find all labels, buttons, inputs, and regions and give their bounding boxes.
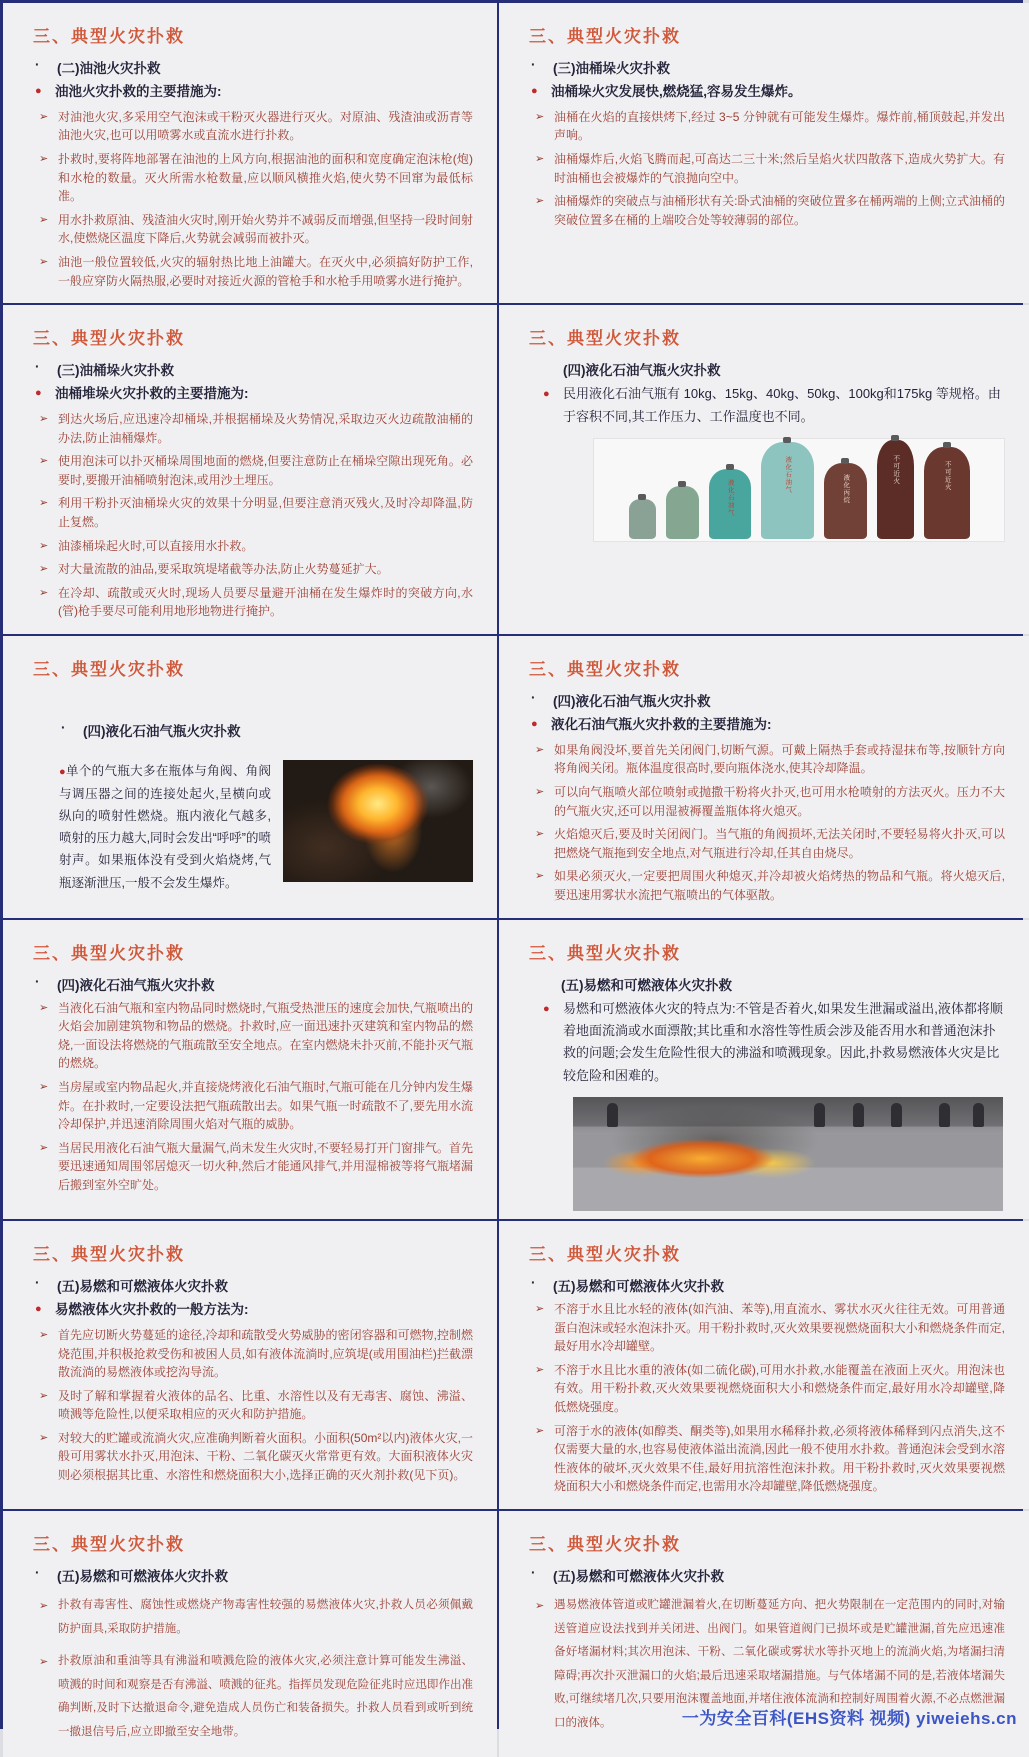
bullet-item-text: 油池一般位置较低,火灾的辐射热比地上油罐大。在灭火中,必须搞好防护工作,一般应穿防火隔热服,必要时对接近火源的管枪手和水枪手用喷雾水进行掩护。 xyxy=(58,255,473,288)
person-silhouette xyxy=(891,1103,902,1127)
arrow-bullet-icon: ➢ xyxy=(39,413,49,426)
bullet-item-text: 油桶在火焰的直接烘烤下,经过 3~5 分钟就有可能发生爆炸。爆炸前,桶顶鼓起,并发出声响。 xyxy=(554,109,1005,143)
bullet-item xyxy=(39,150,473,206)
slide-title: 三、典型火灾扑救 xyxy=(529,329,681,349)
slide-4[interactable] xyxy=(499,305,1029,634)
slide-body xyxy=(529,359,1005,542)
lead-statement xyxy=(543,998,1005,1087)
arrow-bullet-icon: ➢ xyxy=(39,1080,49,1093)
bullet-dot-icon: · xyxy=(531,690,536,705)
section-heading xyxy=(531,1275,1005,1295)
bullet-item-text: 对大量流散的油品,要采取筑堤堵截等办法,防止火势蔓延扩大。 xyxy=(58,562,389,577)
arrow-bullet-icon: ➢ xyxy=(535,1363,545,1376)
bullet-item-text: 油桶爆炸后,火焰飞腾而起,可高达二三十米;然后呈焰火状四散落下,造成火势扩大。有时油桶也会被爆炸的气浪抛向空中。 xyxy=(554,152,1005,185)
section-heading-text: (三)油桶垛火灾扑救 xyxy=(57,363,174,379)
bullet-item xyxy=(535,825,1005,862)
cylinder-valve-icon xyxy=(638,494,646,500)
bullet-item-text: 到达火场后,应迅速冷却桶垛,并根据桶垛及火势情况,采取边灭火边疏散油桶的办法,防止油桶爆炸。 xyxy=(58,412,473,445)
bullet-dot-icon: · xyxy=(531,1564,536,1580)
arrow-bullet-icon: ➢ xyxy=(39,213,49,226)
section-heading xyxy=(531,1565,1005,1585)
bullet-item-text: 油桶爆炸的突破点与油桶形状有关:卧式油桶的突破位置多在桶两端的上侧;立式油桶的突破位置多在桶的上端咬合处等较薄弱的部位。 xyxy=(554,194,1005,227)
person-silhouette xyxy=(607,1103,618,1127)
bullet-item xyxy=(535,1422,1005,1496)
lead-statement-text: 液化石油气瓶火灾扑救的主要措施为: xyxy=(551,717,772,732)
section-heading xyxy=(561,974,1005,994)
cylinder-valve-icon xyxy=(678,481,686,487)
slide-12[interactable] xyxy=(499,1511,1029,1757)
section-heading-text: (四)液化石油气瓶火灾扑救 xyxy=(83,724,241,739)
slide-body xyxy=(529,690,1005,905)
arrow-bullet-icon: ➢ xyxy=(535,786,545,799)
bullet-item-text: 如果必须灭火,一定要把周围火种熄灭,并冷却被火焰烤热的物品和气瓶。将火熄灭后,要迅速用雾状水流把气瓶喷出的气体驱散。 xyxy=(554,869,1005,903)
red-bullet-icon: ● xyxy=(35,387,42,400)
section-heading xyxy=(35,57,473,77)
bullet-item xyxy=(535,867,1005,904)
slide-title: 三、典型火灾扑救 xyxy=(33,660,185,679)
text-and-photo-row xyxy=(59,760,473,894)
arrow-bullet-icon: ➢ xyxy=(39,455,49,468)
arrow-bullet-icon: ➢ xyxy=(535,828,545,841)
section-heading-text: (三)油桶垛火灾扑救 xyxy=(553,61,670,76)
bullet-item xyxy=(39,1429,473,1485)
bullet-item-text: 如果角阀没坏,要首先关闭阀门,切断气源。可戴上隔热手套或持湿抹布等,按顺针方向将角阀关闭。瓶体温度很高时,要向瓶体浇水,使其冷却降温。 xyxy=(554,742,1005,776)
cylinder-valve-icon xyxy=(783,437,791,443)
section-heading-text: (二)油池火灾扑救 xyxy=(57,61,161,76)
bullet-item-text: 不溶于水且比水重的液体(如二硫化碳),可用水扑救,水能覆盖在液面上灭火。用泡沫也有效。用干粉扑救,灭火效果要视燃烧面积大小和燃烧条件而定,最好用水冷却罐壁,降低燃烧强度。 xyxy=(554,1362,1005,1415)
section-heading-text: (五)易燃和可燃液体火灾扑救 xyxy=(561,977,732,993)
bullet-item-text: 当房屋或室内物品起火,并直接烧烤液化石油气瓶时,气瓶可能在几分钟内发生爆炸。在扑救时,一定要设法把气瓶疏散出去。如果气瓶一时疏散不了,要先用水流冷却保护,并迅速消除周围火焰对气瓶的威胁。 xyxy=(58,1079,473,1132)
red-bullet-icon: ● xyxy=(59,766,66,778)
cylinder-label: 不可近火 xyxy=(943,460,951,491)
slide-body xyxy=(33,1275,473,1485)
slide-2[interactable] xyxy=(499,3,1029,303)
slide-body xyxy=(33,974,473,1195)
arrow-bullet-icon: ➢ xyxy=(39,1001,49,1014)
bullet-item xyxy=(39,452,473,489)
slide-body xyxy=(33,57,473,290)
arrow-bullet-icon: ➢ xyxy=(39,539,49,552)
bullet-item-text: 首先应切断火势蔓延的途径,冷却和疏散受火势威胁的密闭容器和可燃物,控制燃烧范围,并积极抢救受伤和被困人员,如有液体流淌时,应筑堤(或用围油栏)拦截漂散流淌的易燃液体或挖沟导流。 xyxy=(58,1327,473,1380)
bullet-item xyxy=(535,1300,1005,1356)
bullet-item-text: 对油池火灾,多采用空气泡沫或干粉灭火器进行灭火。对原油、残渣油或沥青等油池火灾,也可以用喷雾水或直流水进行扑救。 xyxy=(58,109,473,143)
bullet-item xyxy=(535,783,1005,820)
section-heading xyxy=(531,690,1005,710)
slide-title: 三、典型火灾扑救 xyxy=(529,1534,681,1554)
lead-statement-text: 民用液化石油气瓶有 10kg、15kg、40kg、50kg、100kg和175kg 等规格。由于容积不同,其工作压力、工作温度也不同。 xyxy=(563,386,1001,424)
gas-cylinder xyxy=(709,469,751,539)
slide-9[interactable] xyxy=(3,1221,497,1509)
person-silhouette xyxy=(939,1103,950,1127)
slide-title: 三、典型火灾扑救 xyxy=(529,660,681,679)
slide-5[interactable] xyxy=(3,636,497,918)
cylinder-label: 液化丙烷 xyxy=(842,474,850,505)
bullet-item xyxy=(39,108,473,145)
slide-8[interactable] xyxy=(499,920,1029,1219)
section-heading-text: (四)液化石油气瓶火灾扑救 xyxy=(563,363,721,379)
cylinder-valve-icon xyxy=(943,442,951,448)
slide-body xyxy=(529,974,1005,1211)
section-heading xyxy=(35,974,473,994)
section-heading xyxy=(61,720,473,740)
cylinder-label: 液化石油气 xyxy=(726,479,734,517)
arrow-bullet-icon: ➢ xyxy=(39,153,49,166)
bullet-item xyxy=(535,192,1005,229)
bullet-item-text: 用水扑救原油、残渣油火灾时,刚开始火势并不减弱反而增强,但坚持一段时间射水,使燃烧区温度下降后,火势就会减弱而被扑灭。 xyxy=(58,212,473,246)
arrow-bullet-icon: ➢ xyxy=(39,497,49,510)
person-silhouette xyxy=(853,1103,864,1127)
section-heading xyxy=(35,1275,473,1295)
bullet-item xyxy=(39,1650,473,1744)
arrow-bullet-icon: ➢ xyxy=(535,195,545,208)
red-bullet-icon: ● xyxy=(543,1002,550,1015)
arrow-bullet-icon: ➢ xyxy=(39,1431,49,1444)
arrow-bullet-icon: ➢ xyxy=(39,1656,49,1669)
section-heading xyxy=(531,57,1005,77)
lead-statement xyxy=(35,383,473,405)
section-heading xyxy=(35,1565,473,1585)
gas-cylinder xyxy=(629,499,656,539)
slide-body xyxy=(33,1565,473,1744)
red-bullet-icon: ● xyxy=(35,85,42,97)
bullet-item-text: 扑救原油和重油等具有沸溢和喷溅危险的液体火灾,必须注意计算可能发生沸溢、喷溅的时间和观察是否有沸溢、喷溅的征兆。指挥员发现危险征兆时应迅即作出准确判断,及时下达撤退命令,避免造成人员伤亡和装备损失。扑救人员看到或听到统一撤退信号后,应立即撤至安全地带。 xyxy=(58,1655,473,1738)
bullet-dot-icon: · xyxy=(35,1275,40,1291)
red-bullet-icon: ● xyxy=(35,1303,42,1316)
lpg-cylinders-photo xyxy=(593,438,1005,542)
bullet-item-text: 当液化石油气瓶和室内物品同时燃烧时,气瓶受热泄压的速度会加快,气瓶喷出的火焰会加剧建筑物和物品的燃烧。扑救时,应一面迅速扑灭建筑和室内物品的燃烧,一面设法将燃烧的气瓶疏散至安全地点。在室内燃烧未扑灭前,不能扑灭气瓶的燃烧。 xyxy=(58,1000,473,1071)
gas-cylinder xyxy=(824,463,867,539)
bullet-dot-icon: · xyxy=(61,720,66,735)
slide-11[interactable] xyxy=(3,1511,497,1757)
bullet-item xyxy=(39,999,473,1073)
lead-statement xyxy=(35,81,473,103)
slide-title: 三、典型火灾扑救 xyxy=(33,1534,185,1554)
slide-title: 三、典型火灾扑救 xyxy=(33,329,185,349)
lead-statement-text: 油桶垛火灾发展快,燃烧猛,容易发生爆炸。 xyxy=(551,84,802,99)
cylinder-valve-icon xyxy=(841,458,849,464)
slide-3[interactable] xyxy=(3,305,497,634)
bullet-dot-icon: · xyxy=(35,1564,40,1580)
bullet-item xyxy=(39,1139,473,1195)
lead-statement-text: 易燃液体火灾扑救的一般方法为: xyxy=(55,1302,249,1318)
lead-statement-text: 油池火灾扑救的主要措施为: xyxy=(55,84,222,99)
section-heading-text: (四)液化石油气瓶火灾扑救 xyxy=(57,977,215,993)
bullet-item xyxy=(39,410,473,447)
gas-cylinder xyxy=(761,442,814,539)
slide-title: 三、典型火灾扑救 xyxy=(33,27,185,46)
arrow-bullet-icon: ➢ xyxy=(39,110,49,123)
bullet-item xyxy=(39,560,473,579)
cylinder-label: 液化石油气 xyxy=(784,456,792,494)
bullet-item xyxy=(535,741,1005,778)
bullet-dot-icon: · xyxy=(35,57,40,72)
slide-6[interactable] xyxy=(499,636,1029,918)
bullet-item-text: 当居民用液化石油气瓶大量漏气,尚未发生火灾时,不要轻易打开门窗排气。首先要迅速通知周围邻居熄灭一切火种,然后才能通风排气,并用湿棉被等将气瓶堵漏后搬到室外空旷处。 xyxy=(58,1140,473,1192)
person-silhouette xyxy=(814,1103,825,1127)
red-bullet-icon: ● xyxy=(543,388,550,401)
lead-statement xyxy=(543,383,1005,428)
bullet-item-text: 可以向气瓶喷火部位喷射或抛撒干粉将火扑灭,也可用水枪喷射的方法灭火。压力不大的气瓶火灾,还可以用湿被褥覆盖瓶体将火熄灭。 xyxy=(554,785,1005,818)
slide-body xyxy=(33,359,473,621)
section-heading-text: (五)易燃和可燃液体火灾扑救 xyxy=(57,1279,228,1295)
arrow-bullet-icon: ➢ xyxy=(39,1599,49,1612)
arrow-bullet-icon: ➢ xyxy=(535,743,545,756)
bullet-item-text: 对较大的贮罐或流淌火灾,应准确判断着火面积。小面积(50m²以内)液体火灾,一般可用雾状水扑灭,用泡沫、干粉、二氧化碳灭火常常更有效。大面积液体火灾则必须根据其比重、水溶性和燃烧面积大小,选择正确的灭火剂扑救(见下页)。 xyxy=(58,1430,473,1483)
section-heading-text: (四)液化石油气瓶火灾扑救 xyxy=(553,694,711,709)
lead-statement-text: 易燃和可燃液体火灾的特点为:不管是否着火,如果发生泄漏或溢出,液体都将顺着地面流淌或水面漂散;其比重和水溶性等性质会涉及能否用水和普通泡沫扑救的问题;会发生危险性很大的沸溢和喷溅现象。因此,扑救易燃液体火灾是比较危险和困难的。 xyxy=(563,1000,1003,1083)
bullet-item-text: 遇易燃液体管道或贮罐泄漏着火,在切断蔓延方向、把火势限制在一定范围内的同时,对输送管道应设法找到并关闭进、出阀门。如果管道阀门已损坏或是贮罐泄漏,首先应迅速准备好堵漏材料;其次用泡沫、干粉、二氧化碳或雾状水等扑灭地上的流淌火焰,为堵漏扫清障碍;再次扑灭泄漏口的火焰;最后迅速采取堵漏措施。与气体堵漏不同的是,若液体堵漏失败,可继续堵几次,只要用泡沫覆盖地面,并堵住液体流淌和控制好周围着火源,不必点燃泄漏口的液体。 xyxy=(554,1598,1005,1729)
bullet-item-text: 在冷却、疏散或灭火时,现场人员要尽量避开油桶在发生爆炸时的突破方向,水(管)枪手要尽可能利用地形地物进行掩护。 xyxy=(58,585,473,619)
arrow-bullet-icon: ➢ xyxy=(39,1389,49,1402)
red-bullet-icon: ● xyxy=(531,85,538,97)
section-heading-text: (五)易燃和可燃液体火灾扑救 xyxy=(553,1279,724,1295)
lead-statement-text: 油桶堆垛火灾扑救的主要措施为: xyxy=(55,386,249,402)
arrow-bullet-icon: ➢ xyxy=(39,586,49,599)
slide-title: 三、典型火灾扑救 xyxy=(529,27,681,46)
cylinder-label: 不可近火 xyxy=(892,454,900,485)
slide-title: 三、典型火灾扑救 xyxy=(33,1245,185,1265)
bullet-item xyxy=(39,1387,473,1424)
bullet-dot-icon: · xyxy=(35,973,40,989)
bullet-dot-icon: · xyxy=(531,57,536,72)
gas-cylinder xyxy=(924,447,970,539)
bullet-item xyxy=(39,1078,473,1134)
arrow-bullet-icon: ➢ xyxy=(535,153,545,166)
section-heading xyxy=(35,359,473,379)
gas-cylinder xyxy=(666,486,699,539)
slide-title: 三、典型火灾扑救 xyxy=(529,1245,681,1265)
slide-title: 三、典型火灾扑救 xyxy=(529,943,681,963)
person-silhouette xyxy=(973,1103,984,1127)
lead-statement xyxy=(35,1299,473,1321)
bullet-item-text: 火焰熄灭后,要及时关闭阀门。当气瓶的角阀损坏,无法关闭时,不要轻易将火扑灭,可以把燃烧气瓶拖到安全地点,对气瓶进行冷却,任其自由烧尽。 xyxy=(554,827,1005,860)
arrow-bullet-icon: ➢ xyxy=(535,1424,545,1437)
arrow-bullet-icon: ➢ xyxy=(39,256,49,269)
slide-body xyxy=(529,57,1005,229)
section-heading xyxy=(563,359,1005,379)
cylinder-flame-photo xyxy=(283,760,473,882)
arrow-bullet-icon: ➢ xyxy=(535,1599,545,1612)
bullet-item xyxy=(535,108,1005,145)
arrow-bullet-icon: ➢ xyxy=(535,870,545,883)
slide-1[interactable] xyxy=(3,3,497,303)
bullet-item-text: 及时了解和掌握着火液体的品名、比重、水溶性以及有无毒害、腐蚀、沸溢、喷溅等危险性,以便采取相应的灭火和防护措施。 xyxy=(58,1388,473,1422)
bullet-item-text: 扑救有毒害性、腐蚀性或燃烧产物毒害性较强的易燃液体火灾,扑救人员必须佩戴防护面具,采取防护措施。 xyxy=(58,1598,473,1635)
bullet-item-text: 利用干粉扑灭油桶垛火灾的效果十分明显,但要注意消灭残火,及时冷却降温,防止复燃。 xyxy=(58,496,473,530)
bullet-item xyxy=(39,1594,473,1641)
section-heading-text: (五)易燃和可燃液体火灾扑救 xyxy=(553,1568,724,1584)
bullet-item-text: 使用泡沫可以扑灭桶垛周围地面的燃烧,但要注意防止在桶垛空隙出现死角。必要时,要搬开油桶喷射泡沫,或用沙土埋压。 xyxy=(58,454,473,487)
bullet-item-text: 油漆桶垛起火时,可以直接用水扑救。 xyxy=(58,538,254,553)
body-paragraph xyxy=(59,760,271,894)
cylinder-valve-icon xyxy=(726,464,734,470)
red-bullet-icon: ● xyxy=(531,718,538,730)
bullet-item xyxy=(39,537,473,556)
bullet-dot-icon: · xyxy=(531,1275,536,1291)
gas-cylinder xyxy=(877,440,914,539)
arrow-bullet-icon: ➢ xyxy=(39,1328,49,1341)
bullet-item xyxy=(535,1361,1005,1417)
slide-7[interactable] xyxy=(3,920,497,1219)
bullet-item xyxy=(39,1326,473,1382)
bullet-item-text: 可溶于水的液体(如醇类、酮类等),如果用水稀释扑救,必须将液体稀释到闪点消失,这不仅需要大量的水,也容易使液体溢出流淌,因此一般不使用水扑救。普通泡沫会受到水溶性液体的破坏,灭火效果不佳,最好用抗溶性泡沫扑救。用干粉扑救时,灭火效果要视燃烧面积大小和燃烧条件而定,也需用水冷却罐壁,降低燃烧强度。 xyxy=(554,1423,1005,1494)
bullet-item xyxy=(39,494,473,531)
body-paragraph-text: 单个的气瓶大多在瓶体与角阀、角阀与调压器之间的连接处起火,呈横向或纵向的喷射性燃烧。瓶内液化气越多,喷射的压力越大,同时会发出“呼呼”的喷射声。如果瓶体没有受到火焰烧烤,气瓶逐渐泄压,一般不会发生爆炸。 xyxy=(59,764,271,890)
slide-10[interactable] xyxy=(499,1221,1029,1509)
slide-title: 三、典型火灾扑救 xyxy=(33,943,185,963)
slide-body xyxy=(529,1275,1005,1496)
bullet-item xyxy=(535,150,1005,187)
arrow-bullet-icon: ➢ xyxy=(535,110,545,123)
bullet-dot-icon: · xyxy=(35,359,40,375)
section-heading-text: (五)易燃和可燃液体火灾扑救 xyxy=(57,1568,228,1584)
bullet-item-text: 扑救时,要将阵地部署在油池的上风方向,根据油池的面积和宽度确定泡沫枪(炮)和水枪的数量。灭火所需水枪数量,应以顺风横推火焰,使火势不回窜为最低标准。 xyxy=(58,152,473,204)
arrow-bullet-icon: ➢ xyxy=(39,1141,49,1154)
ground-fire-photo xyxy=(573,1097,1003,1211)
bullet-item-text: 不溶于水且比水轻的液体(如汽油、苯等),用直流水、雾状水灭火往往无效。可用普通蛋白泡沫或轻水泡沫扑灭。用干粉扑救时,灭火效果要视燃烧面积大小和燃烧条件而定,最好用水冷却罐壁。 xyxy=(554,1302,1005,1354)
bullet-item xyxy=(39,253,473,290)
lead-statement xyxy=(531,714,1005,736)
arrow-bullet-icon: ➢ xyxy=(535,1303,545,1316)
cylinder-valve-icon xyxy=(891,435,899,441)
bullet-item xyxy=(39,584,473,621)
arrow-bullet-icon: ➢ xyxy=(39,563,49,576)
lead-statement xyxy=(531,81,1005,103)
slide-body xyxy=(33,720,473,894)
watermark: 一为安全百科(EHS资料 视频) yiweiehs.cn xyxy=(681,1709,1017,1729)
bullet-item xyxy=(39,211,473,248)
